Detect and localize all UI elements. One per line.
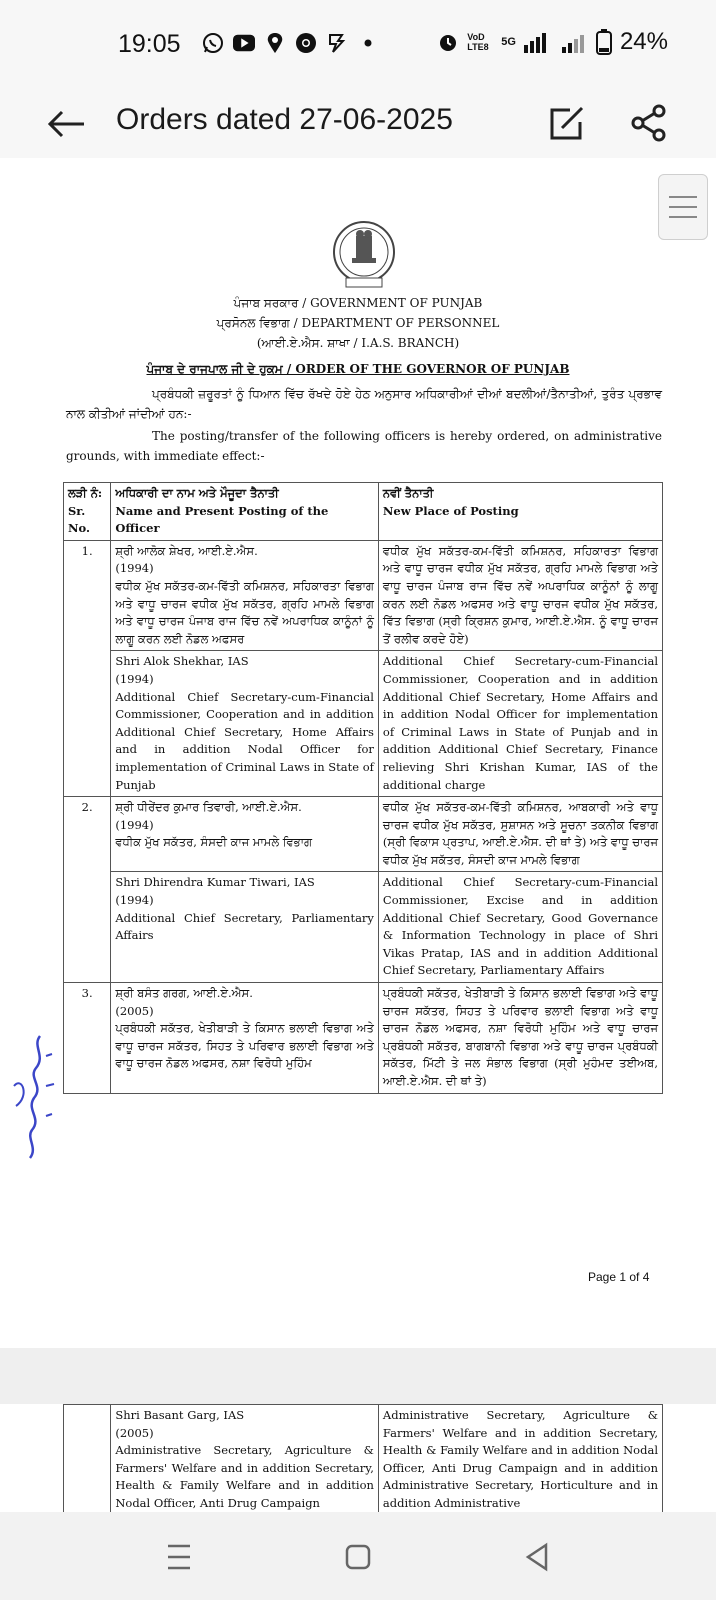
signal-2-icon bbox=[562, 31, 588, 53]
edit-icon[interactable] bbox=[548, 104, 586, 142]
back-arrow-icon[interactable] bbox=[44, 102, 88, 146]
table-row bbox=[64, 1405, 663, 1513]
sr-cell: 2. bbox=[64, 797, 111, 983]
intro-punjabi: ਪ੍ਰਬੰਧਕੀ ਜ਼ਰੂਰਤਾਂ ਨੂੰ ਧਿਆਨ ਵਿੱਚ ਰੱਖਦੇ ਹੋਏ ਹੇਠ ਅਨੁਸਾਰ ਅਧਿਕਾਰੀਆਂ ਦੀਆਂ ਬਦਲੀਆਂ/ਤੈਨਾਤੀਆਂ, ਤੁਰੰਤ ਪ੍ਰਭਾਵ ਨਾਲ ਕੀਤੀਆਂ ਜਾਂਦੀਆਂ ਹਨ:- bbox=[66, 387, 662, 421]
new-cell-punjabi: ਵਧੀਕ ਮੁੱਖ ਸਕੱਤਰ-ਕਮ-ਵਿੱਤੀ ਕਮਿਸ਼ਨਰ, ਆਬਕਾਰੀ ਅਤੇ ਵਾਧੂ ਚਾਰਜ ਵਧੀਕ ਮੁੱਖ ਸਕੱਤਰ, ਸੁਸ਼ਾਸਨ ਅਤੇ ਸੂਚਨਾ ਤਕਨੀਕ ਵਿਭਾਗ (ਸ੍ਰੀ ਵਿਕਾਸ ਪ੍ਰਤਾਪ, ਆਈ.ਏ.ਐਸ. ਦੀ ਥਾਂ ਤੇ) ਅਤੇ ਵਾਧੂ ਚਾਰਜ ਵਧੀਕ ਮੁੱਖ ਸਕੱਤਰ, ਸੰਸਦੀ ਕਾਜ ਮਾਮਲੇ ਵਿਭਾਗ bbox=[378, 797, 662, 872]
new-cell-punjabi: ਵਧੀਕ ਮੁੱਖ ਸਕੱਤਰ-ਕਮ-ਵਿੱਤੀ ਕਮਿਸ਼ਨਰ, ਸਹਿਕਾਰਤਾ ਵਿਭਾਗ ਅਤੇ ਵਾਧੂ ਚਾਰਜ ਵਧੀਕ ਮੁੱਖ ਸਕੱਤਰ, ਗ੍ਰਹਿ ਮਾਮਲੇ ਵਿਭਾਗ ਅਤੇ ਵਾਧੂ ਚਾਰਜ ਪੰਜਾਬ ਰਾਜ ਵਿੱਚ ਨਵੇਂ ਅਪਰਾਧਿਕ ਕਾਨੂੰਨਾਂ ਨੂੰ ਲਾਗੂ ਕਰਨ ਲਈ ਨੋਡਲ ਅਫਸਰ ਅਤੇ ਵਾਧੂ ਚਾਰਜ ਵਧੀਕ ਮੁੱਖ ਸਕੱਤਰ, ਵਿੱਤ ਵਿਭਾਗ (ਸ੍ਰੀ ਕ੍ਰਿਸ਼ਨ ਕੁਮਾਰ, ਆਈ.ਏ.ਐਸ. ਨੂੰ ਵਾਧੂ ਚਾਰਜ ਤੋਂ ਰਲੀਵ ਕਰਦੇ ਹੋਏ) bbox=[378, 540, 662, 651]
order-heading: ਪੰਜਾਬ ਦੇ ਰਾਜਪਾਲ ਜੀ ਦੇ ਹੁਕਮ / ORDER OF THE GOVERNOR OF PUNJAB bbox=[146, 362, 570, 376]
name-cell-english: Shri Alok Shekhar, IAS (1994) Additional Chief Secretary-cum-Financial Commissioner, Cooperation and in addition Additional Chief Secretary, Home Affairs and in addition Nodal Officer for implementation of Criminal Laws in State of Punjab bbox=[111, 651, 379, 797]
sr-cell bbox=[64, 1405, 111, 1513]
navigation-bar bbox=[0, 1512, 716, 1600]
sr-cell: 1. bbox=[64, 540, 111, 796]
name-cell-punjabi: ਸ਼੍ਰੀ ਧੀਰੇਂਦਰ ਕੁਮਾਰ ਤਿਵਾਰੀ, ਆਈ.ਏ.ਐਸ. (1994) ਵਧੀਕ ਮੁੱਖ ਸਕੱਤਰ, ਸੰਸਦੀ ਕਾਜ ਮਾਮਲੇ ਵਿਭਾਗ bbox=[111, 797, 379, 872]
name-cell-punjabi: ਸ਼੍ਰੀ ਆਲੋਕ ਸ਼ੇਖਰ, ਆਈ.ਏ.ਐਸ. (1994) ਵਧੀਕ ਮੁੱਖ ਸਕੱਤਰ-ਕਮ-ਵਿੱਤੀ ਕਮਿਸ਼ਨਰ, ਸਹਿਕਾਰਤਾ ਵਿਭਾਗ ਅਤੇ ਵਾਧੂ ਚਾਰਜ ਵਧੀਕ ਮੁੱਖ ਸਕੱਤਰ, ਗ੍ਰਹਿ ਮਾਮਲੇ ਵਿਭਾਗ ਅਤੇ ਵਾਧੂ ਚਾਰਜ ਪੰਜਾਬ ਰਾਜ ਵਿੱਚ ਨਵੇਂ ਅਪਰਾਧਿਕ ਕਾਨੂੰਨਾਂ ਨੂੰ ਲਾਗੂ ਕਰਨ ਲਈ ਨੋਡਲ ਅਫਸਰ bbox=[111, 540, 379, 651]
table-row bbox=[64, 651, 663, 797]
dot-icon bbox=[357, 32, 379, 54]
new-cell-punjabi: ਪ੍ਰਬੰਧਕੀ ਸਕੱਤਰ, ਖੇਤੀਬਾੜੀ ਤੇ ਕਿਸਾਨ ਭਲਾਈ ਵਿਭਾਗ ਅਤੇ ਵਾਧੂ ਚਾਰਜ ਸਕੱਤਰ, ਸਿਹਤ ਤੇ ਪਰਿਵਾਰ ਭਲਾਈ ਵਿਭਾਗ ਅਤੇ ਵਾਧੂ ਚਾਰਜ ਨੋਡਲ ਅਫਸਰ, ਨਸ਼ਾ ਵਿਰੋਧੀ ਮੁਹਿੰਮ ਅਤੇ ਵਾਧੂ ਚਾਰਜ ਪ੍ਰਬੰਧਕੀ ਸਕੱਤਰ, ਬਾਗਬਾਨੀ ਵਿਭਾਗ ਅਤੇ ਵਾਧੂ ਚਾਰਜ ਪ੍ਰਬੰਧਕੀ ਸਕੱਤਰ, ਮਿੱਟੀ ਤੇ ਜਲ ਸੰਭਾਲ ਵਿਭਾਗ (ਸ੍ਰੀ ਮੁਹੰਮਦ ਤਈਅਬ, ਆਈ.ਏ.ਐਸ. ਦੀ ਥਾਂ ਤੇ) bbox=[378, 983, 662, 1094]
new-cell-english: Additional Chief Secretary-cum-Financial Commissioner, Cooperation and in addition Additional Chief Secretary, Home Affairs and in addition Nodal Officer for implementation of Criminal Laws in State of Punjab and in addition Additional Chief Secretary, Finance relieving Shri Krishan Kumar, IAS of the additional charge bbox=[378, 651, 662, 797]
battery-level: 24% bbox=[619, 28, 668, 55]
document-page-1 bbox=[0, 158, 716, 1348]
new-posting-header: ਨਵੀਂ ਤੈਨਾਤੀ New Place of Posting bbox=[378, 483, 662, 541]
postings-table bbox=[63, 482, 663, 1094]
app-bar bbox=[0, 92, 716, 158]
signal-icon bbox=[524, 31, 554, 53]
table-row bbox=[64, 983, 663, 1094]
postings-table-continued bbox=[63, 1404, 663, 1512]
recent-apps-icon[interactable] bbox=[162, 1540, 196, 1574]
page-separator bbox=[0, 1348, 716, 1404]
sr-cell: 3. bbox=[64, 983, 111, 1094]
page-title: Orders dated 27-06-2025 bbox=[116, 103, 453, 136]
page-number: Page 1 of 4 bbox=[588, 1270, 650, 1284]
emblem-icon bbox=[328, 218, 400, 290]
whatsapp-icon bbox=[202, 32, 224, 54]
back-nav-icon[interactable] bbox=[520, 1540, 554, 1574]
table-row bbox=[64, 872, 663, 983]
alarm-icon bbox=[437, 31, 459, 53]
status-bar bbox=[0, 0, 716, 92]
new-cell-english: Administrative Secretary, Agriculture & Farmers' Welfare and in addition Secretary, Health & Family Welfare and in addition Nodal Officer, Anti Drug Campaign and in addition Administrative Secretary, Horticulture and in addition Administrative bbox=[378, 1405, 662, 1513]
table-header-row bbox=[64, 483, 663, 541]
name-header: ਅਧਿਕਾਰੀ ਦਾ ਨਾਮ ਅਤੇ ਮੌਜੂਦਾ ਤੈਨਾਤੀ Name and Present Posting of the Officer bbox=[111, 483, 379, 541]
home-icon[interactable] bbox=[341, 1540, 375, 1574]
b-app-icon bbox=[326, 32, 348, 54]
table-row bbox=[64, 797, 663, 872]
table-row bbox=[64, 540, 663, 651]
new-cell-english: Additional Chief Secretary-cum-Financial Commissioner, Excise and in addition Additional Chief Secretary, Good Governance & Information Technology in place of Shri Vikas Pratap, IAS and in addition Additional Chief Secretary, Parliamentary Affairs bbox=[378, 872, 662, 983]
system-status bbox=[437, 28, 668, 56]
network-label: 5G bbox=[501, 36, 516, 48]
status-time: 19:05 bbox=[118, 30, 181, 58]
notification-icons bbox=[202, 32, 379, 54]
location-icon bbox=[264, 32, 286, 54]
share-icon[interactable] bbox=[630, 104, 668, 142]
name-cell-punjabi: ਸ਼੍ਰੀ ਬਸੰਤ ਗਰਗ, ਆਈ.ਏ.ਐਸ. (2005) ਪ੍ਰਬੰਧਕੀ ਸਕੱਤਰ, ਖੇਤੀਬਾੜੀ ਤੇ ਕਿਸਾਨ ਭਲਾਈ ਵਿਭਾਗ ਅਤੇ ਵਾਧੂ ਚਾਰਜ ਸਕੱਤਰ, ਸਿਹਤ ਤੇ ਪਰਿਵਾਰ ਭਲਾਈ ਵਿਭਾਗ ਅਤੇ ਵਾਧੂ ਚਾਰਜ ਨੋਡਲ ਅਫਸਰ, ਨਸ਼ਾ ਵਿਰੋਧੀ ਮੁਹਿੰਮ bbox=[111, 983, 379, 1094]
chrome-icon bbox=[295, 32, 317, 54]
signature-icon bbox=[2, 1026, 62, 1166]
dept-heading: ਪ੍ਰਸੋਨਲ ਵਿਭਾਗ / DEPARTMENT OF PERSONNEL bbox=[216, 316, 500, 330]
youtube-icon bbox=[233, 32, 255, 54]
govt-heading: ਪੰਜਾਬ ਸਰਕਾਰ / GOVERNMENT OF PUNJAB bbox=[233, 296, 483, 310]
intro-english: The posting/transfer of the following officers is hereby ordered, on administrative grounds, with immediate effect:- bbox=[66, 429, 662, 463]
page-menu-button[interactable] bbox=[658, 174, 708, 240]
sr-header: ਲੜੀ ਨੰ: Sr. No. bbox=[64, 483, 111, 541]
name-cell-english: Shri Dhirendra Kumar Tiwari, IAS (1994) Additional Chief Secretary, Parliamentary Affairs bbox=[111, 872, 379, 983]
branch-heading: (ਆਈ.ਏ.ਐਸ. ਸ਼ਾਖਾ / I.A.S. BRANCH) bbox=[256, 336, 460, 350]
battery-icon bbox=[596, 29, 612, 55]
document-page-2 bbox=[0, 1404, 716, 1512]
lte-label: VoD LTE8 bbox=[467, 32, 489, 52]
name-cell-english: Shri Basant Garg, IAS (2005) Administrative Secretary, Agriculture & Farmers' Welfare and in addition Secretary, Health & Family Welfare and in addition Nodal Officer, Anti Drug Campaign bbox=[111, 1405, 379, 1513]
